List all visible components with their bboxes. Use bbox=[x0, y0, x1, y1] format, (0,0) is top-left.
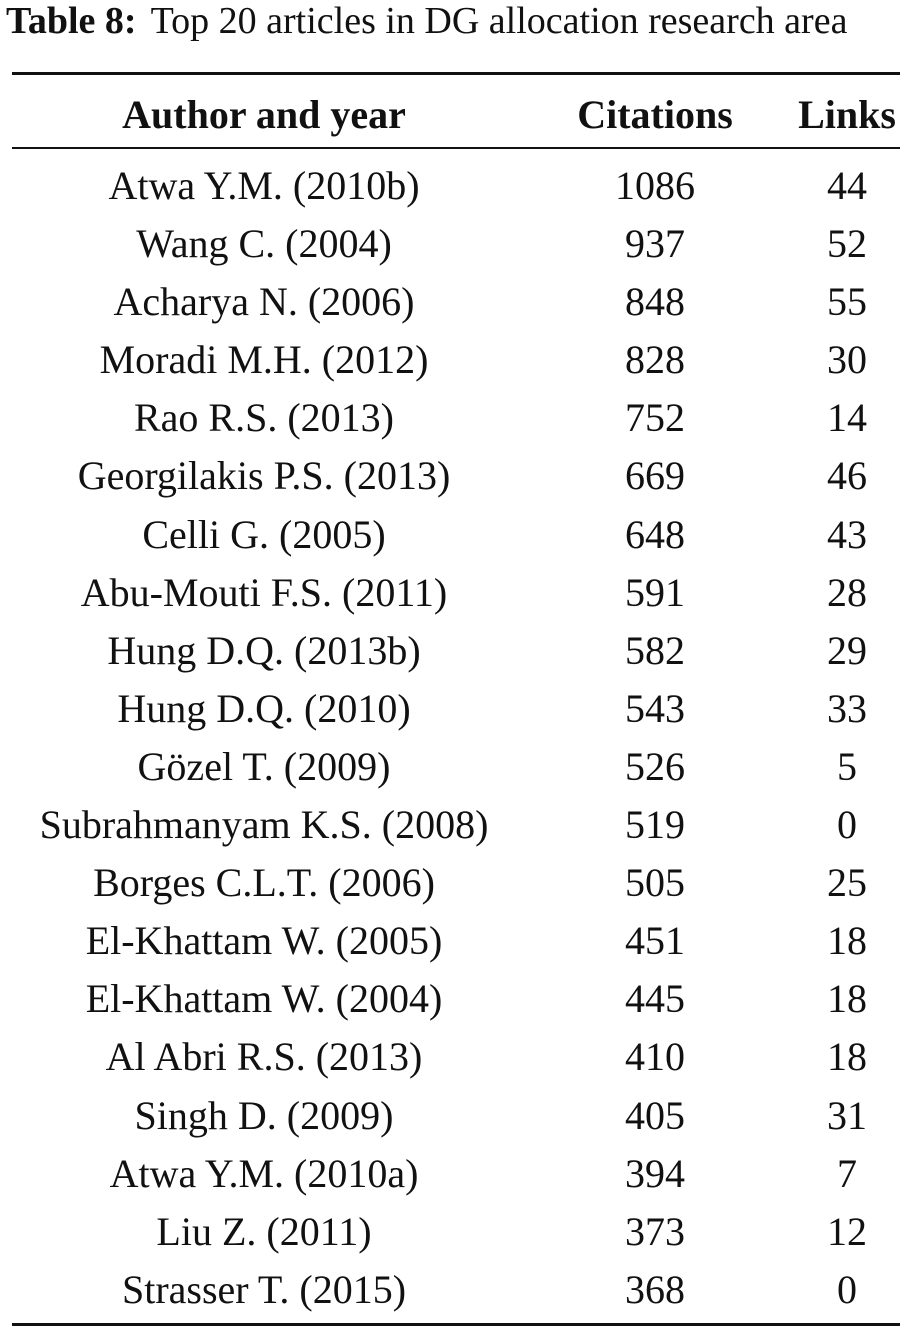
table-bottom-rule bbox=[12, 1323, 900, 1326]
cell-links: 14 bbox=[827, 395, 867, 441]
table-row bbox=[0, 1087, 913, 1145]
table-caption bbox=[6, 0, 847, 42]
table-row bbox=[0, 1203, 913, 1261]
cell-author: Gözel T. (2009) bbox=[137, 743, 391, 789]
cell-links: 52 bbox=[827, 221, 867, 267]
cell-author: Georgilakis P.S. (2013) bbox=[77, 453, 451, 499]
table-row bbox=[0, 331, 913, 389]
table-header-rule bbox=[12, 147, 900, 149]
cell-citations: 543 bbox=[625, 685, 685, 731]
table-row bbox=[0, 796, 913, 854]
cell-citations: 526 bbox=[625, 743, 685, 789]
header-links: Links bbox=[798, 92, 896, 137]
table-row bbox=[0, 854, 913, 912]
cell-author: Liu Z. (2011) bbox=[156, 1208, 372, 1254]
cell-author: Abu-Mouti F.S. (2011) bbox=[80, 569, 448, 615]
cell-author: Hung D.Q. (2013b) bbox=[107, 627, 421, 673]
cell-citations: 1086 bbox=[615, 163, 695, 208]
cell-links: 55 bbox=[827, 279, 867, 325]
cell-author: Strasser T. (2015) bbox=[121, 1266, 407, 1312]
header-author: Author and year bbox=[122, 92, 406, 137]
cell-links: 33 bbox=[827, 685, 867, 731]
cell-citations: 505 bbox=[625, 860, 685, 906]
table-row bbox=[0, 447, 913, 505]
cell-links: 18 bbox=[827, 1034, 867, 1080]
cell-author: Atwa Y.M. (2010a) bbox=[109, 1150, 419, 1196]
cell-links: 5 bbox=[837, 743, 857, 789]
table-row bbox=[0, 680, 913, 738]
cell-links: 28 bbox=[827, 569, 867, 615]
cell-citations: 394 bbox=[625, 1150, 685, 1196]
table-row bbox=[0, 1145, 913, 1203]
table-row bbox=[0, 389, 913, 447]
cell-author: Celli G. (2005) bbox=[142, 511, 386, 557]
cell-links: 25 bbox=[827, 860, 867, 906]
cell-author: El-Khattam W. (2004) bbox=[85, 976, 443, 1022]
cell-links: 46 bbox=[827, 453, 867, 499]
table-body bbox=[0, 157, 913, 1319]
cell-links: 29 bbox=[827, 627, 867, 673]
cell-author: Moradi M.H. (2012) bbox=[99, 337, 429, 383]
cell-links: 44 bbox=[827, 163, 867, 208]
table-header-row bbox=[0, 84, 913, 146]
cell-links: 30 bbox=[827, 337, 867, 383]
cell-author: Singh D. (2009) bbox=[134, 1092, 394, 1138]
cell-links: 0 bbox=[837, 802, 857, 848]
cell-citations: 519 bbox=[625, 802, 685, 848]
table-row bbox=[0, 1261, 913, 1319]
cell-citations: 445 bbox=[625, 976, 685, 1022]
table-row bbox=[0, 157, 913, 215]
cell-citations: 591 bbox=[625, 569, 685, 615]
cell-author: Hung D.Q. (2010) bbox=[117, 685, 411, 731]
table-row bbox=[0, 622, 913, 680]
cell-author: Acharya N. (2006) bbox=[113, 279, 415, 325]
table-row bbox=[0, 506, 913, 564]
cell-citations: 373 bbox=[625, 1208, 685, 1254]
cell-author: Wang C. (2004) bbox=[136, 221, 392, 267]
table-row bbox=[0, 1028, 913, 1086]
table-row bbox=[0, 738, 913, 796]
cell-links: 7 bbox=[837, 1150, 857, 1196]
cell-author: Al Abri R.S. (2013) bbox=[105, 1034, 423, 1080]
cell-links: 0 bbox=[837, 1266, 857, 1312]
cell-links: 12 bbox=[827, 1208, 867, 1254]
table-top-rule bbox=[12, 72, 900, 75]
cell-author: Borges C.L.T. (2006) bbox=[93, 860, 435, 906]
cell-citations: 648 bbox=[625, 511, 685, 557]
cell-citations: 368 bbox=[625, 1266, 685, 1312]
cell-citations: 848 bbox=[625, 279, 685, 325]
cell-citations: 405 bbox=[625, 1092, 685, 1138]
table-row bbox=[0, 912, 913, 970]
cell-citations: 582 bbox=[625, 627, 685, 673]
table-row bbox=[0, 970, 913, 1028]
header-citations: Citations bbox=[577, 92, 733, 137]
cell-author: Subrahmanyam K.S. (2008) bbox=[39, 802, 489, 848]
table-caption-text: Top 20 articles in DG allocation research area bbox=[150, 0, 848, 42]
cell-author: Atwa Y.M. (2010b) bbox=[108, 163, 420, 208]
cell-author: Rao R.S. (2013) bbox=[134, 395, 394, 441]
cell-author: El-Khattam W. (2005) bbox=[85, 918, 443, 964]
cell-links: 43 bbox=[827, 511, 867, 557]
cell-citations: 410 bbox=[625, 1034, 685, 1080]
cell-citations: 669 bbox=[625, 453, 685, 499]
table-row bbox=[0, 215, 913, 273]
table-row bbox=[0, 273, 913, 331]
cell-links: 18 bbox=[827, 976, 867, 1022]
cell-links: 31 bbox=[827, 1092, 867, 1138]
table-row bbox=[0, 564, 913, 622]
cell-citations: 451 bbox=[625, 918, 685, 964]
cell-citations: 752 bbox=[625, 395, 685, 441]
cell-links: 18 bbox=[827, 918, 867, 964]
table-caption-label: Table 8: bbox=[6, 0, 137, 42]
cell-citations: 937 bbox=[625, 221, 685, 267]
cell-citations: 828 bbox=[625, 337, 685, 383]
